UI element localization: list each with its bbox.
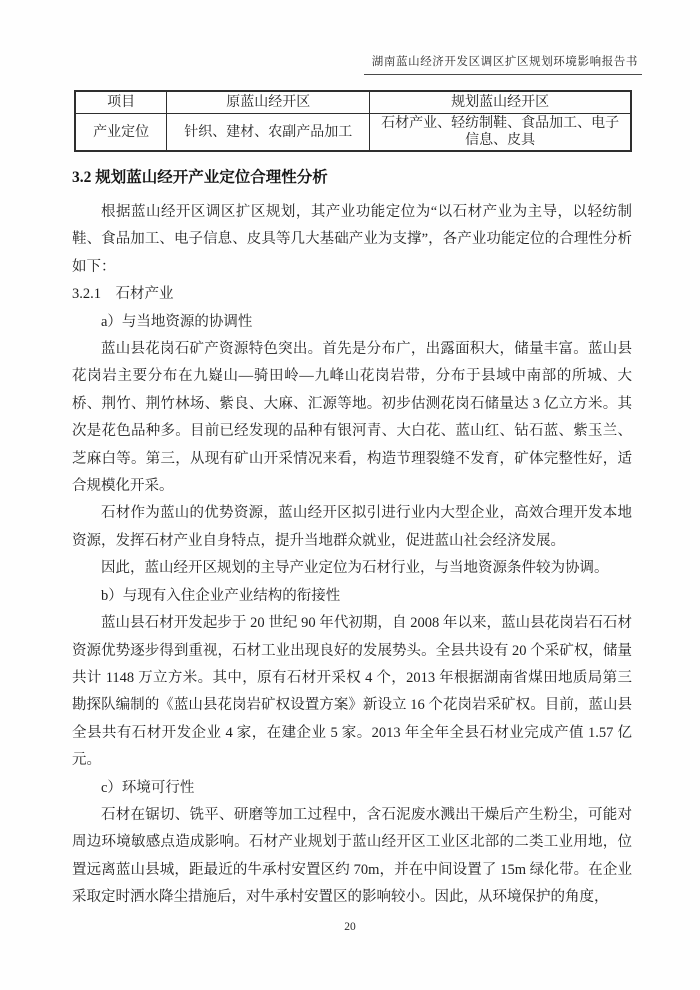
industry-positioning-table bbox=[74, 90, 632, 152]
table-header-item: 项目 bbox=[75, 91, 167, 114]
paragraph-intro: 根据蓝山经开区调区扩区规划，其产业功能定位为“以石材产业为主导，以轻纺制鞋、食品加工、电子信息、皮具等几大基础产业为支撑”，各产业功能定位的合理性分析如下： bbox=[72, 204, 632, 275]
paragraph-conclusion-a: 因此，蓝山经开区规划的主导产业定位为石材行业，与当地资源条件较为协调。 bbox=[101, 560, 609, 577]
table-header-original-zone: 原蓝山经开区 bbox=[167, 91, 370, 114]
table-header-planned-zone: 规划蓝山经开区 bbox=[370, 91, 631, 114]
table-header-row bbox=[75, 91, 631, 114]
document-body bbox=[72, 163, 632, 912]
subsection-heading-3-2-1: 3.2.1 石材产业 bbox=[72, 286, 174, 303]
table-cell-planned-zone: 石材产业、轻纺制鞋、食品加工、电子信息、皮具 bbox=[370, 114, 631, 152]
page-header-title: 湖南蓝山经济开发区调区扩区规划环境影响报告书 bbox=[364, 53, 642, 75]
section-heading-3-2: 3.2 规划蓝山经开产业定位合理性分析 bbox=[72, 169, 328, 186]
list-item-c: c）环境可行性 bbox=[101, 779, 195, 796]
paragraph-resources: 蓝山县花岗石矿产资源特色突出。首先是分布广，出露面积大，储量丰富。蓝山县花岗岩主要分布在九嶷山—骑田岭—九峰山花岗岩带，分布于县域中南部的所城、大桥、荆竹、荆竹林场、紫良、大麻、汇源等地。初步估测花岗石储量达 3 亿立方米。其次是花色品种多。目前已经发现的品种有银河青、大白花、蓝山红、钻石蓝、紫玉兰、芝麻白等。第三，从现有矿山开采情况来看，构造节理裂缝不发育，矿体完整性好，适合规模化开采。 bbox=[72, 341, 632, 495]
table-cell-item: 产业定位 bbox=[75, 114, 167, 152]
paragraph-industry-history: 蓝山县石材开发起步于 20 世纪 90 年代初期，自 2008 年以来，蓝山县花岗岩石石材资源优势逐步得到重视，石材工业出现良好的发展势头。全县共设有 20 个采矿权，储量共计 1148 万立方米。其中，原有石材开采权 4 个，2013 年根据湖南省煤田地质局第三勘探队编制的《蓝山县花岗岩矿权设置方案》新设立 16 个花岗岩采矿权。目前，蓝山县全县共有石材开发企业 4 家，在建企业 5 家。2013 年全年全县石材业完成产值 1.57 亿元。 bbox=[72, 615, 632, 769]
table-row bbox=[75, 114, 631, 152]
paragraph-environment: 石材在锯切、铣平、研磨等加工过程中，含石泥废水溅出干燥后产生粉尘，可能对周边环境敏感点造成影响。石材产业规划于蓝山经开区工业区北部的二类工业用地，位置远离蓝山县城，距最近的牛承村安置区约 70m，并在中间设置了 15m 绿化带。在企业采取定时洒水降尘措施后，对牛承村安置区的影响较小。因此，从环境保护的角度， bbox=[72, 806, 632, 906]
table-cell-original-zone: 针织、建材、农副产品加工 bbox=[167, 114, 370, 152]
paragraph-advantage: 石材作为蓝山的优势资源，蓝山经开区拟引进行业内大型企业，高效合理开发本地资源，发挥石材产业自身特点，提升当地群众就业，促进蓝山社会经济发展。 bbox=[72, 505, 632, 549]
list-item-b: b）与现有入住企业产业结构的衔接性 bbox=[101, 587, 341, 604]
list-item-a: a）与当地资源的协调性 bbox=[101, 313, 253, 330]
page-number: 20 bbox=[344, 921, 356, 933]
